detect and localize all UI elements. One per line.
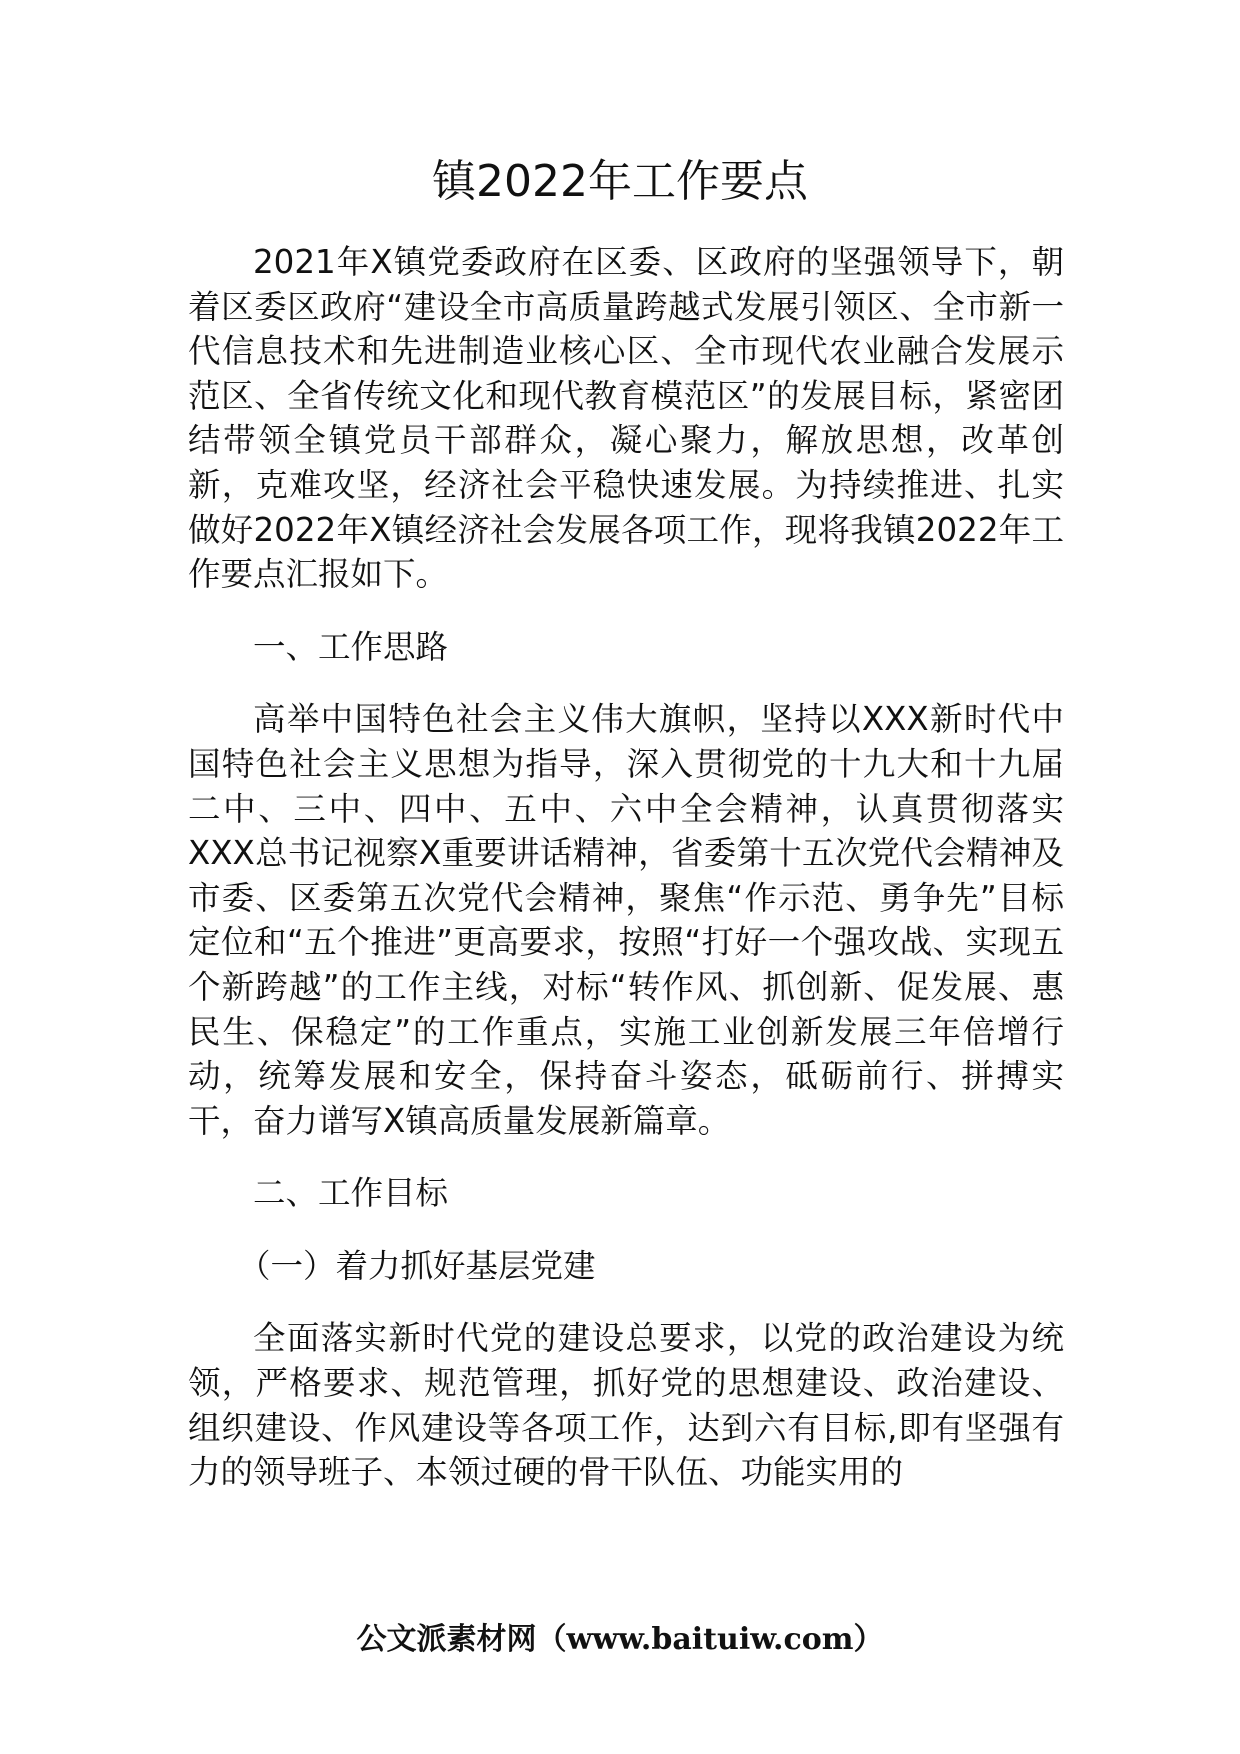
document-body <box>188 240 1064 1523</box>
section-heading-work-ideas: 一、工作思路 <box>253 627 449 666</box>
document-title: 镇2022年工作要点 <box>432 156 808 207</box>
work-ideas-paragraph: 高举中国特色社会主义伟大旗帜，坚持以XXX新时代中国特色社会主义思想为指导，深入贯彻党的十九大和十九届二中、三中、四中、五中、六中全会精神，认真贯彻落实XXX总书记视察X重要讲话精神，省委第十五次党代会精神及市委、区委第五次党代会精神，聚焦“作示范、勇争先”目标定位和“五个推进”更高要求，按照“打好一个强攻战、实现五个新跨越”的工作主线，对标“转作风、抓创新、促发展、惠民生、保稳定”的工作重点，实施工业创新发展三年倍增行动，统筹发展和安全，保持奋斗姿态，砥砺前行、拼搏实干，奋力谱写X镇高质量发展新篇章。 <box>188 700 1064 1140</box>
intro-paragraph: 2021年X镇党委政府在区委、区政府的坚强领导下，朝着区委区政府“建设全市高质量跨越式发展引领区、全市新一代信息技术和先进制造业核心区、全市现代农业融合发展示范区、全省传统文化和现代教育模范区”的发展目标，紧密团结带领全镇党员干部群众，凝心聚力，解放思想，改革创新，克难攻坚，经济社会平稳快速发展。为持续推进、扎实做好2022年X镇经济社会发展各项工作，现将我镇2022年工作要点汇报如下。 <box>188 243 1064 594</box>
footer-watermark-text: 公文派素材网（www.baituiw.com） <box>356 1622 884 1657</box>
subsection-heading-party-building: （一）着力抓好基层党建 <box>238 1246 596 1285</box>
party-building-paragraph: 全面落实新时代党的建设总要求，以党的政治建设为统领，严格要求、规范管理，抓好党的思想建设、政治建设、组织建设、作风建设等各项工作，达到六有目标,即有坚强有力的领导班子、本领过硬的骨干队伍、功能实用的 <box>188 1319 1064 1492</box>
section-heading-work-goals: 二、工作目标 <box>253 1174 449 1213</box>
